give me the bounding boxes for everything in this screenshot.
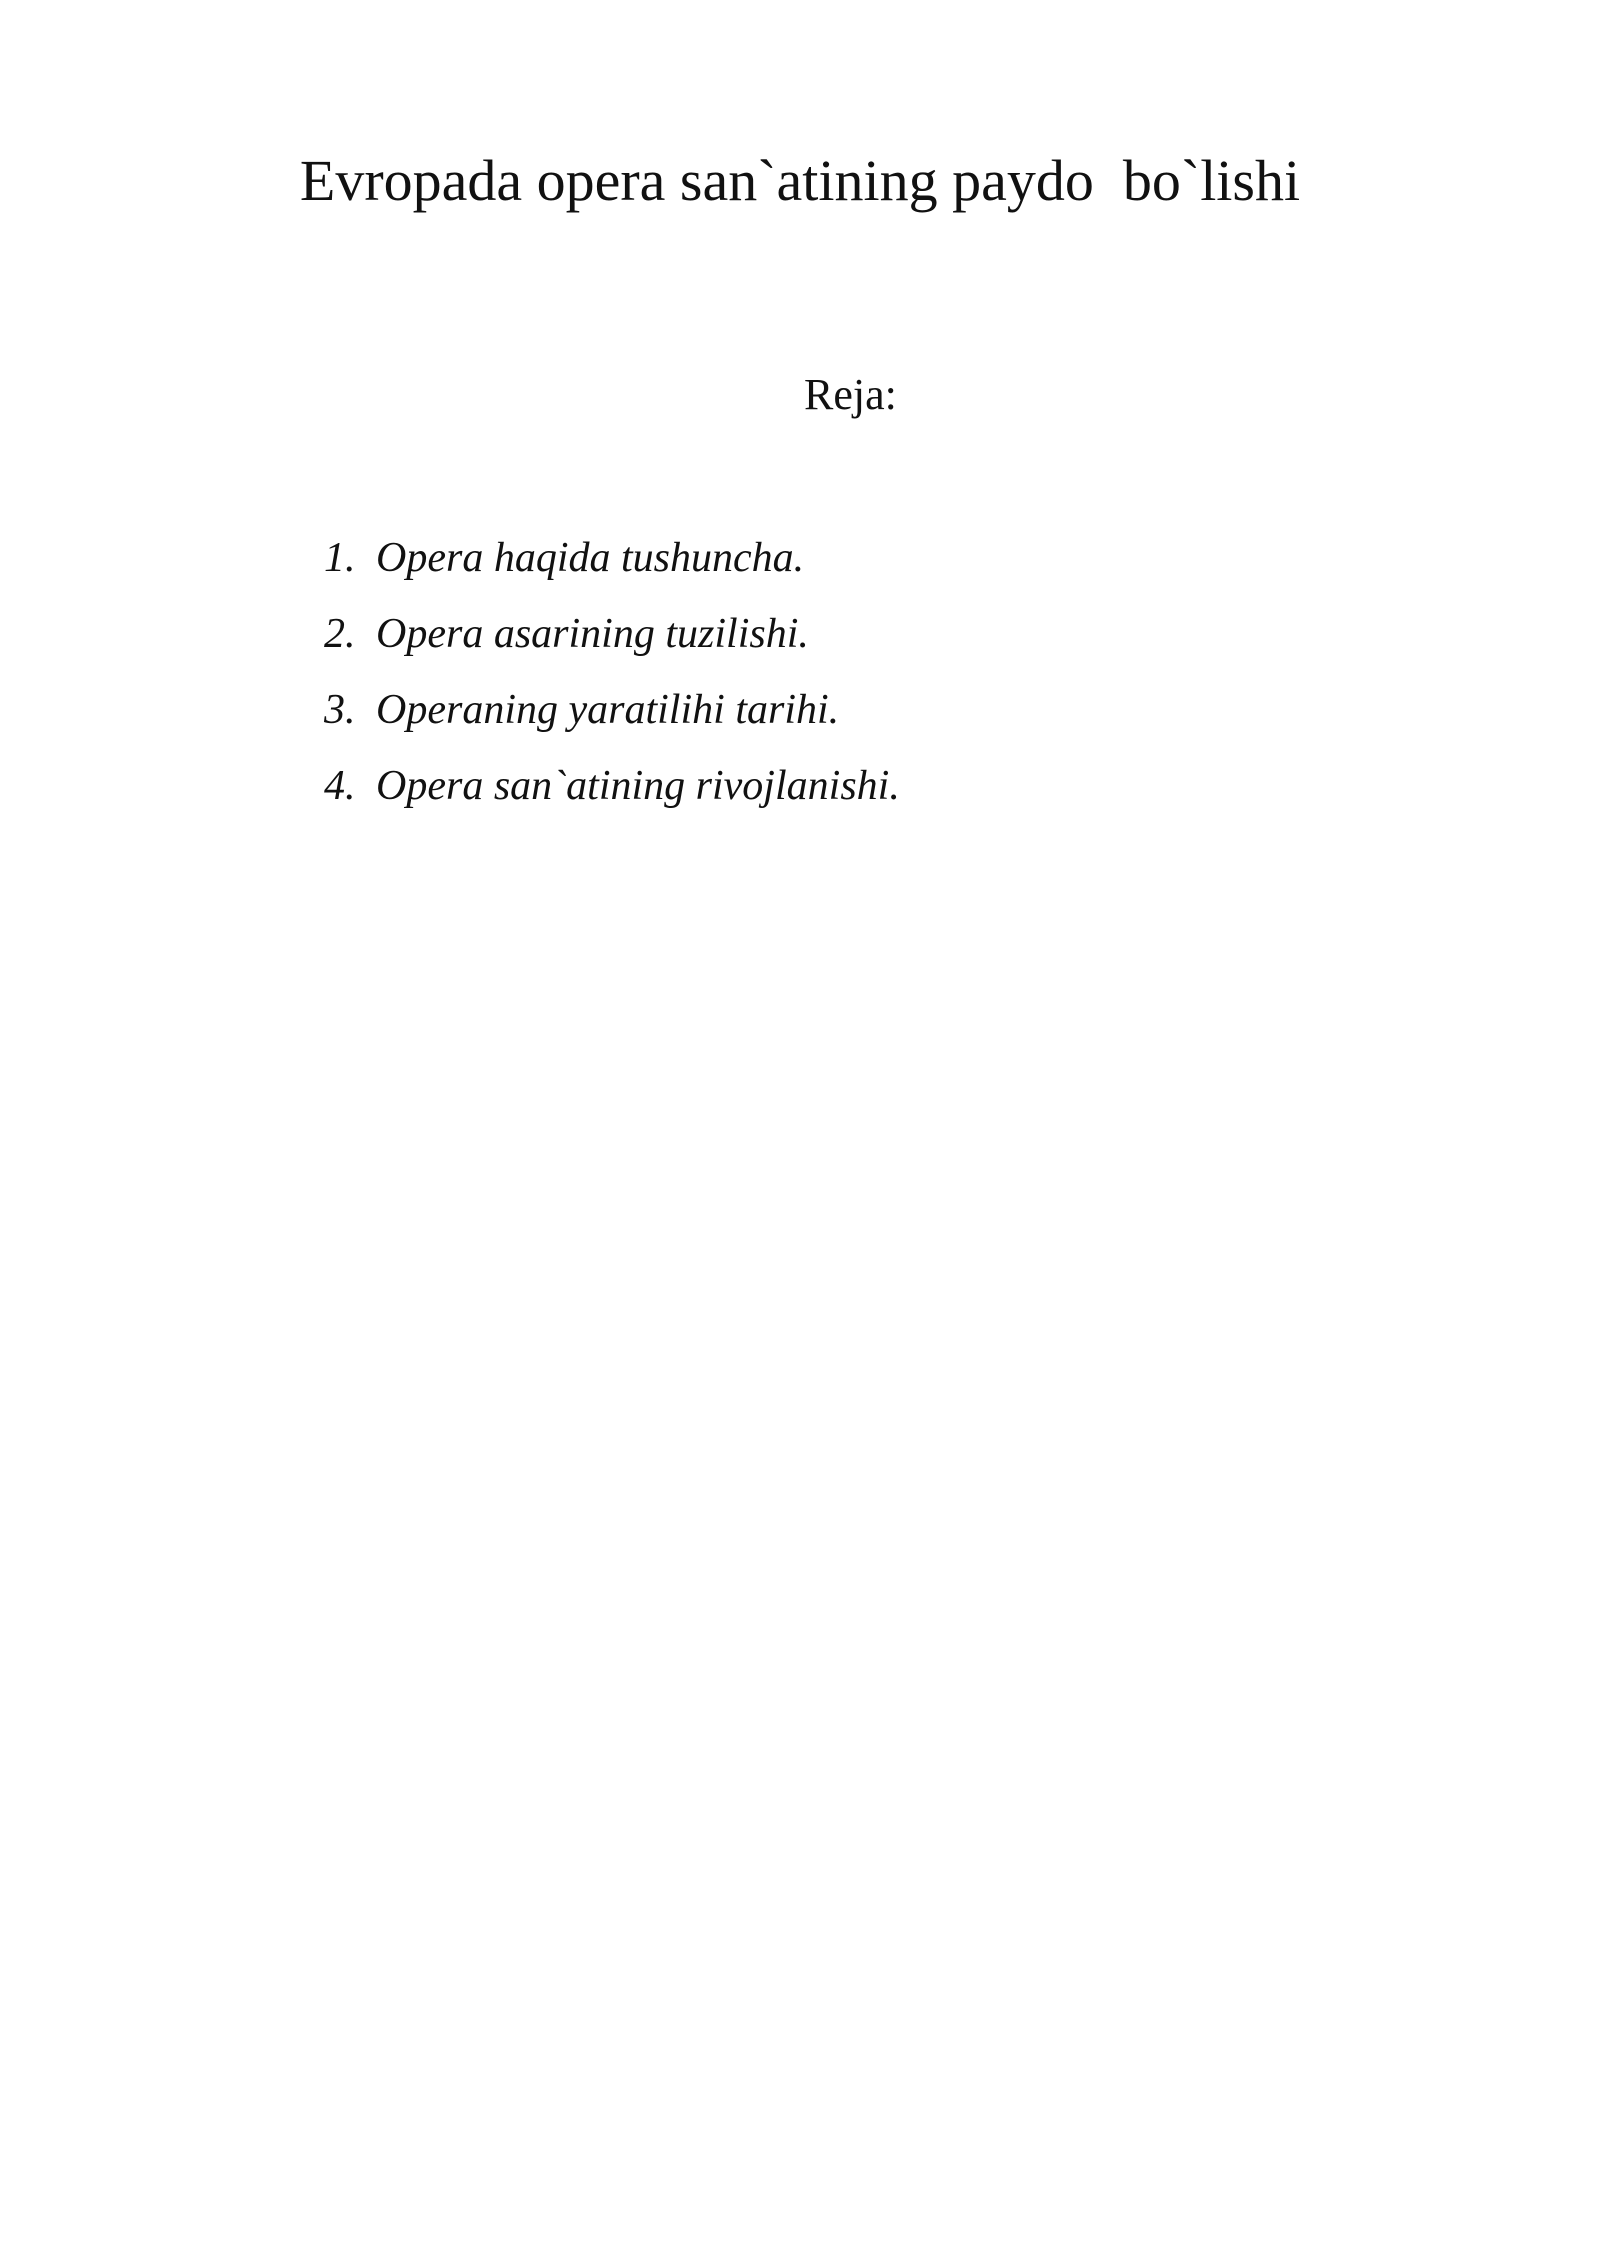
plan-item-number: 3. xyxy=(324,687,356,733)
plan-item xyxy=(324,686,900,762)
plan-item-number: 1. xyxy=(324,535,356,581)
plan-item-text: Opera haqida tushuncha. xyxy=(376,535,805,581)
plan-list xyxy=(324,534,900,838)
plan-item-number: 2. xyxy=(324,611,356,657)
plan-item xyxy=(324,534,900,610)
plan-item-text: Opera asarining tuzilishi. xyxy=(376,611,809,657)
plan-item-text: Operaning yaratilihi tarihi. xyxy=(376,687,840,733)
plan-heading: Reja: xyxy=(804,370,897,419)
plan-item xyxy=(324,610,900,686)
plan-item xyxy=(324,762,900,838)
plan-item-text: Opera san`atining rivojlanishi. xyxy=(376,763,900,809)
plan-item-number: 4. xyxy=(324,763,356,809)
document-title: Evropada opera san`atining paydo bo`lishi xyxy=(299,148,1301,213)
